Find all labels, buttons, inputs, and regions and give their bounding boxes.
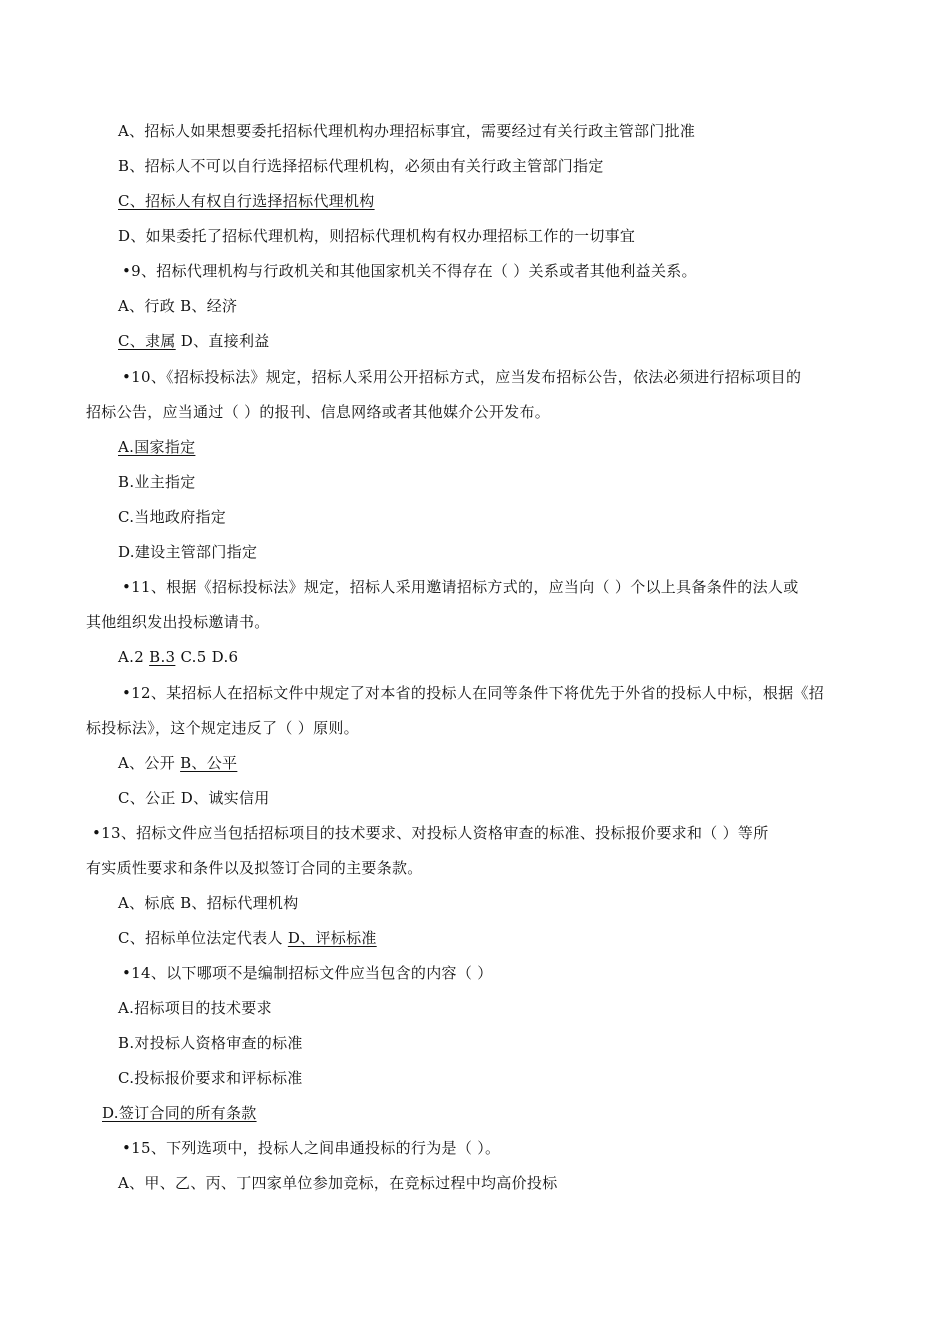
- line-text: C.投标报价要求和评标标准: [118, 1069, 303, 1087]
- line-text: •12、某招标人在招标文件中规定了对本省的投标人在同等条件下将优先于外省的投标人中标，根据《招: [122, 684, 825, 702]
- text-line: [118, 507, 226, 527]
- line-text: A.招标项目的技术要求: [118, 999, 272, 1017]
- answer-text: C、隶属: [118, 332, 176, 350]
- answer-text: B.3: [149, 648, 176, 666]
- text-line: [86, 718, 359, 738]
- text-line: [118, 928, 377, 948]
- text-line: [86, 402, 550, 422]
- text-line: [86, 612, 270, 632]
- text-line: [118, 788, 270, 808]
- text-line: [118, 1068, 303, 1088]
- text-line: [118, 1033, 303, 1053]
- answer-text: A.国家指定: [118, 438, 196, 456]
- line-text: B、招标人不可以自行选择招标代理机构，必须由有关行政主管部门指定: [118, 157, 604, 175]
- line-text: A、甲、乙、丙、丁四家单位参加竞标，在竞标过程中均高价投标: [118, 1174, 558, 1192]
- line-text: A、招标人如果想要委托招标代理机构办理招标事宜，需要经过有关行政主管部门批准: [118, 122, 696, 140]
- answer-text: B、公平: [180, 754, 238, 772]
- text-line: [102, 1103, 257, 1123]
- line-text: C.5 D.6: [175, 648, 239, 666]
- line-text: A.2: [118, 648, 150, 666]
- line-text: D、直接利益: [175, 332, 270, 350]
- text-line: [122, 683, 824, 703]
- line-text: 招标公告，应当通过（ ）的报刊、信息网络或者其他媒介公开发布。: [86, 403, 551, 421]
- text-line: [118, 472, 196, 492]
- line-text: •9、招标代理机构与行政机关和其他国家机关不得存在（ ）关系或者其他利益关系。: [122, 262, 697, 280]
- line-text: 有实质性要求和条件以及拟签订合同的主要条款。: [86, 859, 423, 877]
- text-line: [118, 296, 237, 316]
- text-line: [86, 858, 423, 878]
- text-line: [118, 1173, 558, 1193]
- text-line: [118, 998, 272, 1018]
- answer-text: C、招标人有权自行选择招标代理机构: [118, 192, 375, 210]
- text-line: [118, 542, 257, 562]
- line-text: C、招标单位法定代表人: [118, 929, 288, 947]
- line-text: •11、根据《招标投标法》规定，招标人采用邀请招标方式的，应当向（ ）个以上具备条件的法人或: [122, 578, 799, 596]
- line-text: •14、以下哪项不是编制招标文件应当包含的内容（ ）: [122, 964, 493, 982]
- text-line: [118, 753, 237, 773]
- text-line: [122, 261, 697, 281]
- text-line: [122, 963, 493, 983]
- line-text: A、公开: [118, 754, 181, 772]
- text-line: [118, 437, 195, 457]
- line-text: 标投标法》，这个规定违反了（ ）原则。: [86, 719, 359, 737]
- line-text: B.对投标人资格审查的标准: [118, 1034, 303, 1052]
- text-line: [118, 331, 270, 351]
- text-line: [122, 367, 801, 387]
- text-line: [118, 226, 635, 246]
- text-line: [118, 121, 695, 141]
- line-text: A、标底 B、招标代理机构: [118, 894, 299, 912]
- line-text: C、公正 D、诚实信用: [118, 789, 270, 807]
- line-text: C.当地政府指定: [118, 508, 227, 526]
- text-line: [118, 647, 238, 667]
- text-line: [118, 156, 604, 176]
- answer-text: D、评标标准: [287, 929, 377, 947]
- line-text: •13、招标文件应当包括招标项目的技术要求、对投标人资格审查的标准、投标报价要求和（ ）等所: [92, 824, 769, 842]
- line-text: A、行政 B、经济: [118, 297, 238, 315]
- answer-text: D.签订合同的所有条款: [102, 1104, 257, 1122]
- text-line: [122, 1138, 500, 1158]
- line-text: D、如果委托了招标代理机构，则招标代理机构有权办理招标工作的一切事宜: [118, 227, 636, 245]
- line-text: B.业主指定: [118, 473, 196, 491]
- line-text: •10、《招标投标法》规定，招标人采用公开招标方式，应当发布招标公告，依法必须进行招标项目的: [122, 368, 802, 386]
- text-line: [92, 823, 769, 843]
- line-text: D.建设主管部门指定: [118, 543, 258, 561]
- line-text: •15、下列选项中，投标人之间串通投标的行为是（ ）。: [122, 1139, 501, 1157]
- text-line: [118, 893, 299, 913]
- text-line: [122, 577, 799, 597]
- line-text: 其他组织发出投标邀请书。: [86, 613, 270, 631]
- text-line: [118, 191, 375, 211]
